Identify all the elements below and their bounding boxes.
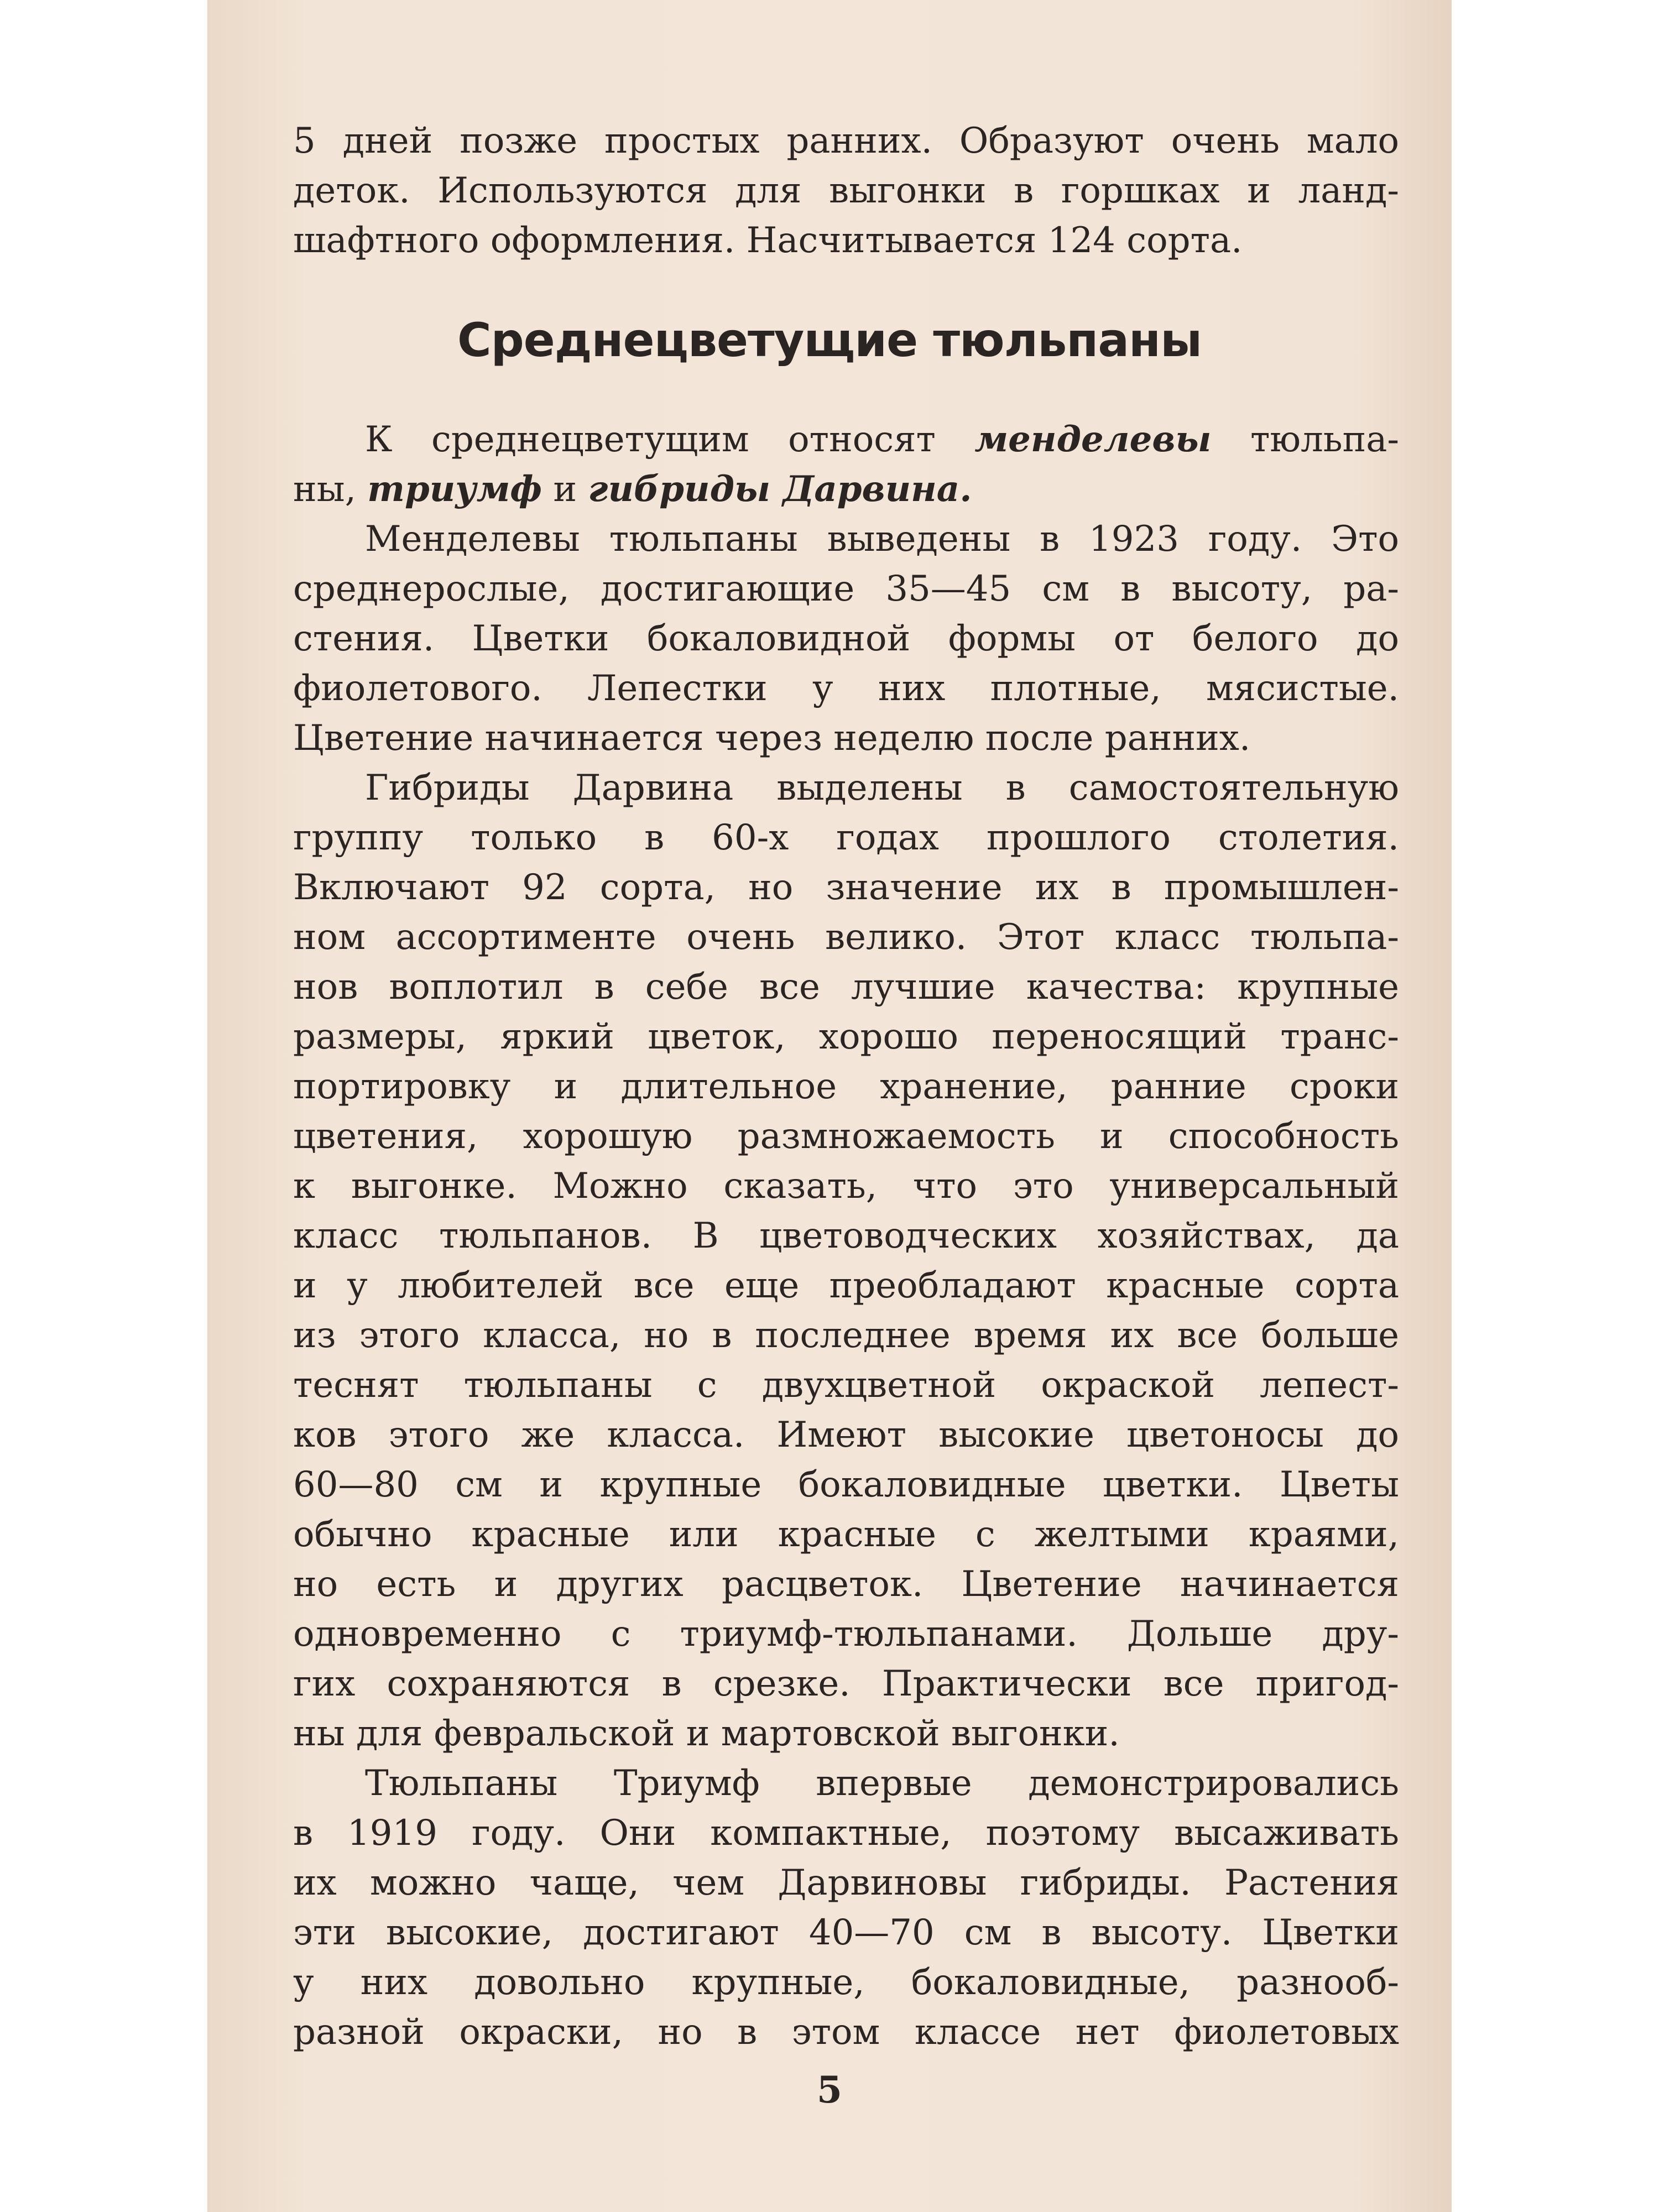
italic-term: триумф [367,468,542,510]
italic-term: менделевы [974,419,1212,460]
text-line: Менделевы тюльпаны выведены в 1923 году. Это [365,519,1399,560]
text-line: Гибриды Дарвина выделены в самостоятельную [365,768,1399,808]
text-line: ков этого же класса. Имеют высокие цветоносы до [293,1415,1399,1455]
text-run: тюльпа- [1250,419,1399,460]
text-line: Включают 92 сорта, но значение их в промышлен- [293,867,1399,908]
text-line: Тюльпаны Триумф впервые демонстрировались [365,1763,1399,1804]
text-line: теснят тюльпаны с двухцветной окраской лепест- [293,1365,1399,1406]
text-line [293,467,1399,512]
text-line: гих сохраняются в срезке. Практически все пригод- [293,1663,1399,1704]
text-line: группу только в 60-х годах прошлого столетия. [293,817,1399,858]
italic-term: гибриды Дарвина. [588,468,972,510]
text-line: деток. Используются для выгонки в горшках и ланд- [293,170,1399,211]
text-line [365,418,1399,462]
text-line: 5 дней позже простых ранних. Образуют очень мало [293,121,1399,161]
text-run: и [553,469,577,510]
text-line: нов воплотил в себе все лучшие качества: крупные [293,967,1399,1008]
text-line: ны для февральской и мартовской выгонки. [293,1713,1120,1754]
text-line: обычно красные или красные с желтыми краями, [293,1514,1399,1555]
text-line: разной окраски, но в этом классе нет фиолетовых [293,2012,1399,2053]
text-line: фиолетового. Лепестки у них плотные, мясистые. [293,668,1399,709]
text-run: К среднецветущим относят [365,419,936,460]
text-line: 60—80 см и крупные бокаловидные цветки. Цветы [293,1464,1399,1505]
text-line: эти высокие, достигают 40—70 см в высоту. Цветки [293,1912,1399,1953]
text-line: в 1919 году. Они компактные, поэтому высаживать [293,1813,1399,1854]
text-line: шафтного оформления. Насчитывается 124 сорта. [293,220,1243,261]
text-line: среднерослые, достигающие 35—45 см в высоту, ра- [293,568,1399,609]
text-line: портировку и длительное хранение, ранние сроки [293,1066,1399,1107]
text-line: одновременно с триумф-тюльпанами. Дольше дру- [293,1614,1399,1655]
text-line: к выгонке. Можно сказать, что это универсальный [293,1166,1399,1207]
text-line: но есть и других расцветок. Цветение начинается [293,1564,1399,1605]
section-heading: Среднецветущие тюльпаны [457,313,1202,367]
text-line: размеры, яркий цветок, хорошо переносящий транс- [293,1016,1399,1057]
text-line: у них довольно крупные, бокаловидные, разнооб- [293,1962,1399,2003]
text-line: стения. Цветки бокаловидной формы от белого до [293,618,1399,659]
text-line: из этого класса, но в последнее время их все больше [293,1315,1399,1356]
text-line: их можно чаще, чем Дарвиновы гибриды. Растения [293,1863,1399,1903]
text-line: и у любителей все еще преобладают красные сорта [293,1265,1399,1306]
page-number: 5 [817,2068,842,2111]
text-line: Цветение начинается через неделю после ранних. [293,718,1251,759]
text-run: ны, [293,469,356,510]
text-line: класс тюльпанов. В цветоводческих хозяйствах, да [293,1215,1399,1256]
text-line: цветения, хорошую размножаемость и способность [293,1116,1399,1157]
text-line: ном ассортименте очень велико. Этот класс тюльпа- [293,917,1399,958]
